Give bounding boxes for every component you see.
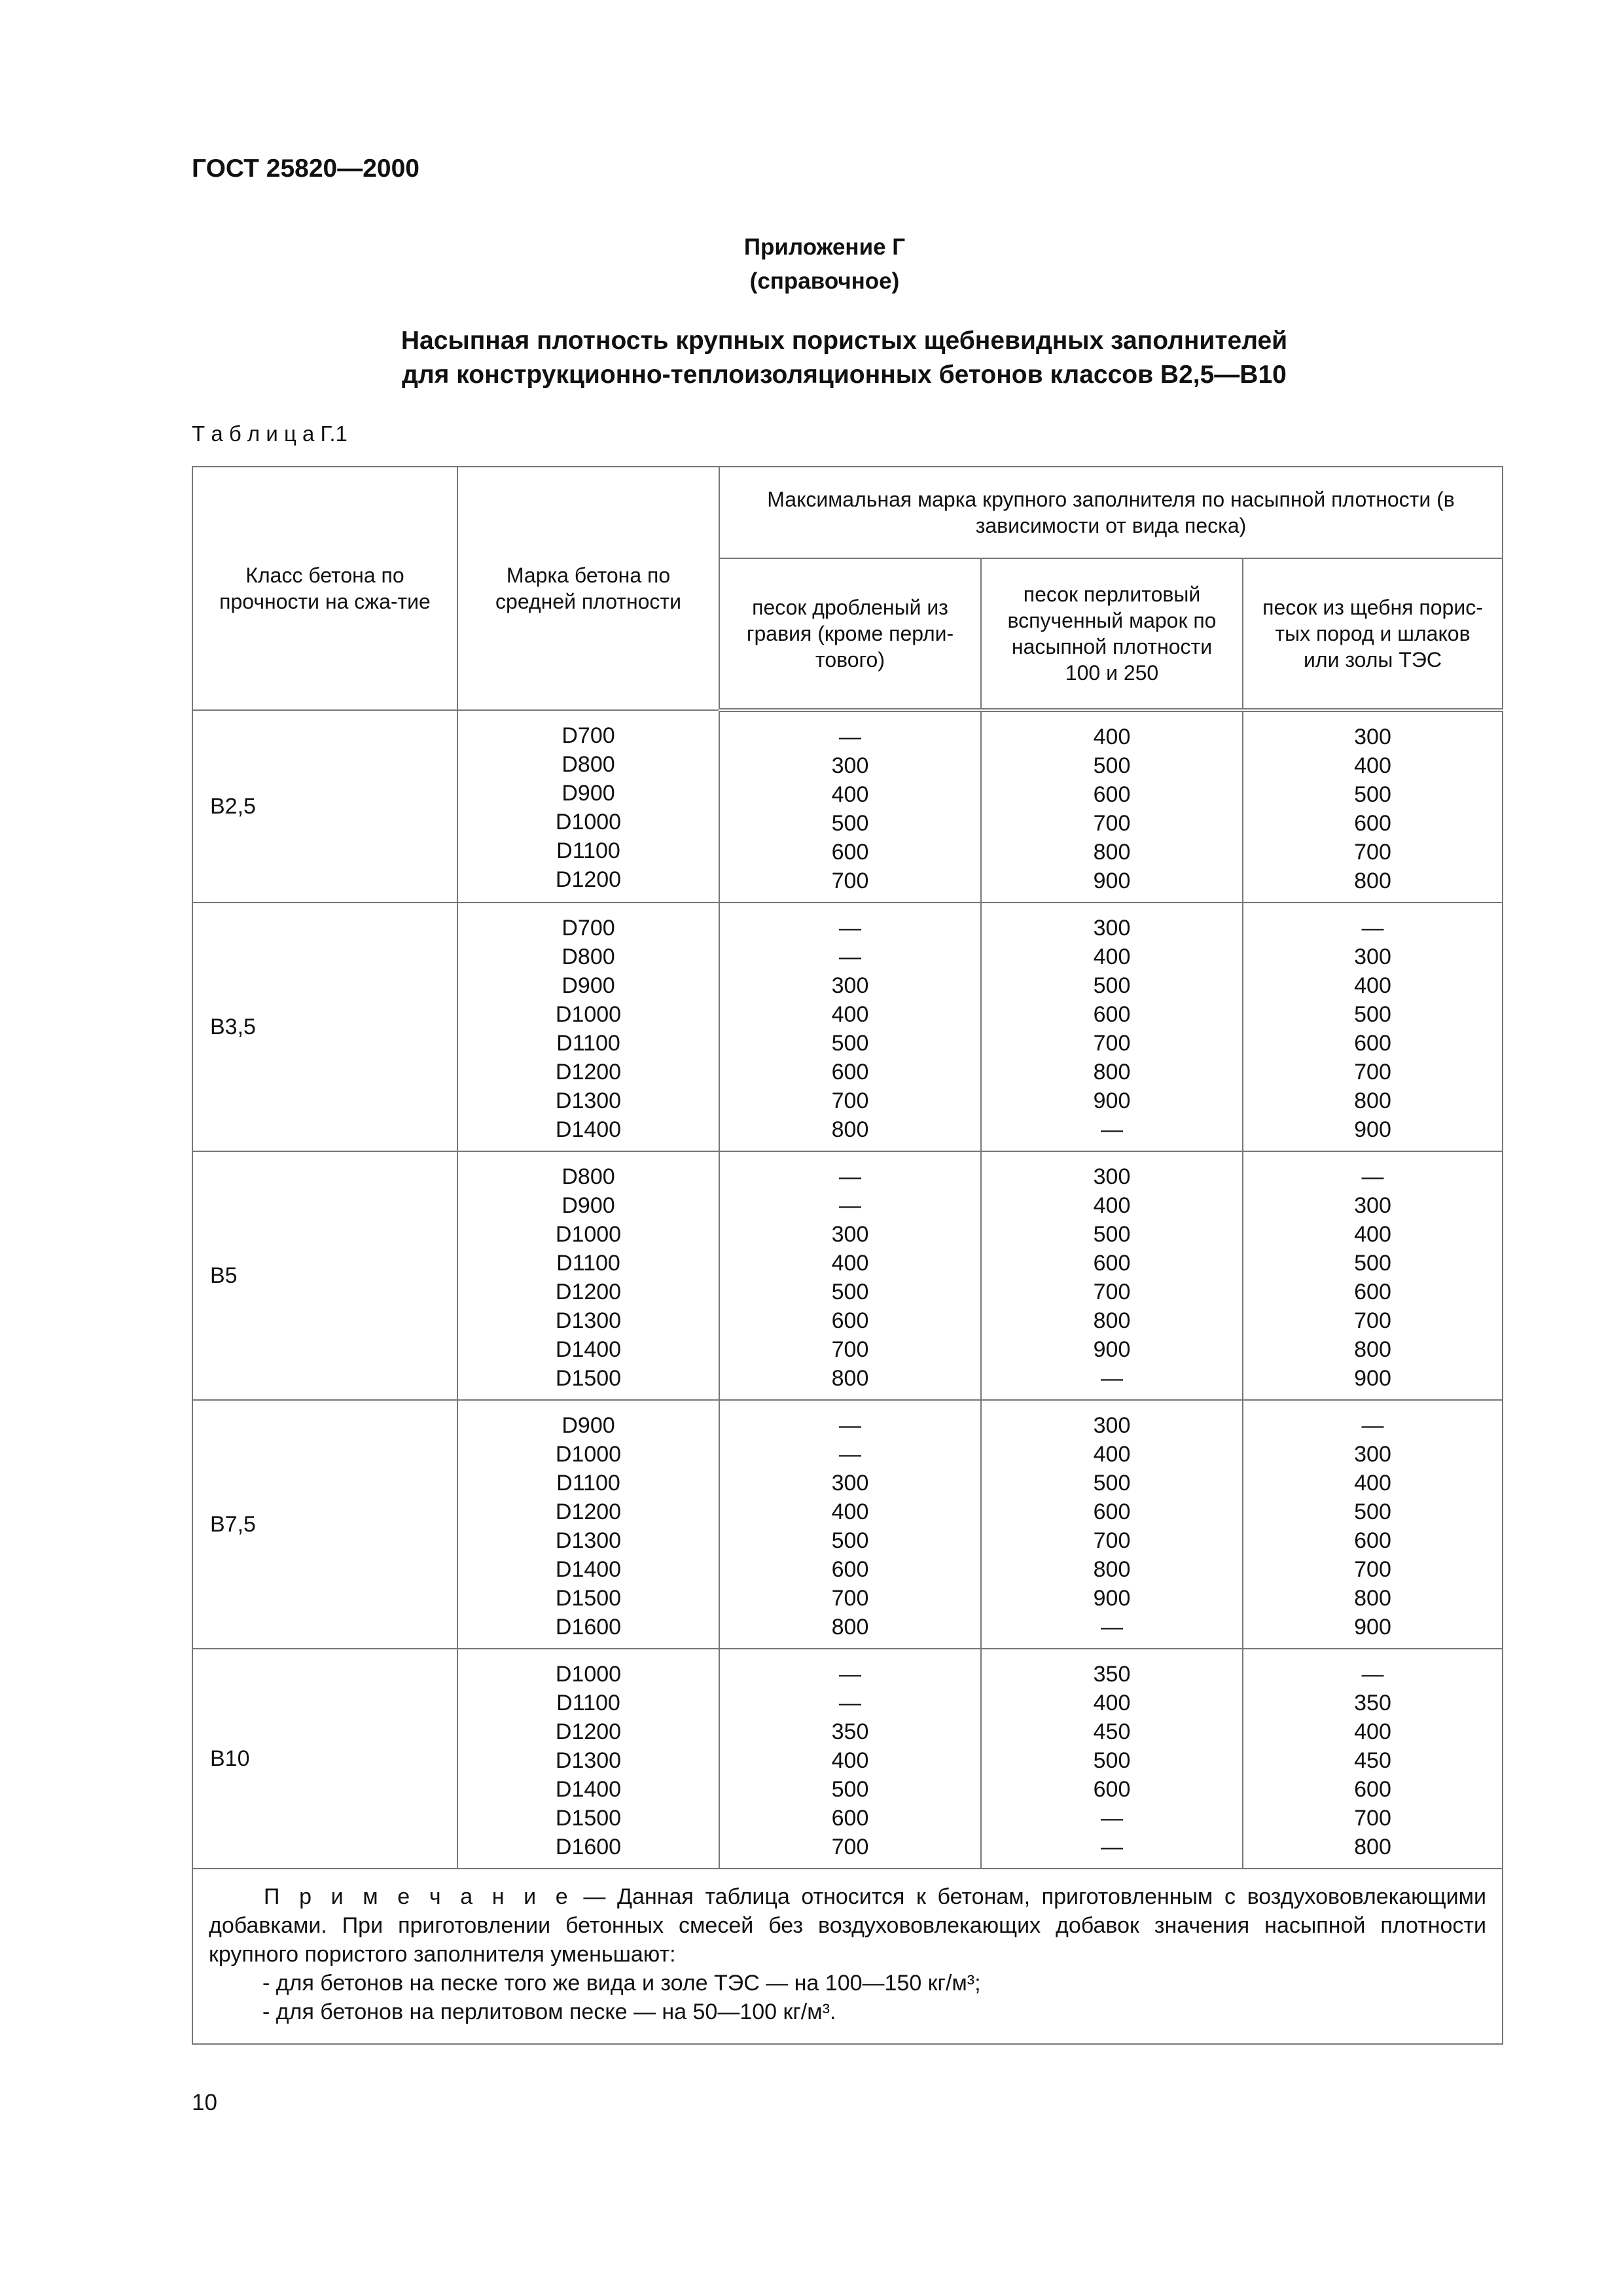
cell-value: 300 — [831, 973, 869, 998]
crushed-cell — [719, 903, 981, 1151]
cell-value: 600 — [1354, 811, 1391, 836]
cell-value: 500 — [1354, 782, 1391, 807]
cell-value: 500 — [1093, 1748, 1131, 1773]
cell-value: — — [1361, 1164, 1384, 1189]
cell-value: 600 — [1093, 1499, 1131, 1524]
cell-value: 450 — [1354, 1748, 1391, 1773]
cell-value: D1300 — [555, 1308, 622, 1333]
data-table — [192, 466, 1503, 2045]
document-header: ГОСТ 25820—2000 — [192, 154, 419, 183]
cell-value: 300 — [831, 1222, 869, 1247]
cell-value: 600 — [831, 840, 869, 865]
cell-value: 300 — [1354, 1193, 1391, 1218]
cell-value: 600 — [1093, 1251, 1131, 1276]
cell-value: 700 — [831, 1337, 869, 1362]
cell-value: 350 — [1354, 1691, 1391, 1715]
cell-value: 400 — [831, 1499, 869, 1524]
cell-value: D800 — [562, 944, 615, 969]
cell-value: 700 — [1354, 1806, 1391, 1831]
cell-value: 900 — [1093, 1088, 1131, 1113]
cell-value: 400 — [1354, 1471, 1391, 1496]
cell-value: D1000 — [555, 1442, 622, 1467]
appendix-title — [0, 324, 1623, 392]
appendix-title-line-1: Насыпная плотность крупных пористых щебневидных заполнителей — [401, 327, 1288, 355]
cell-value: D1000 — [555, 1662, 622, 1687]
cell-value: D1400 — [555, 1557, 622, 1582]
cell-value: 700 — [831, 1835, 869, 1859]
slag-cell — [1243, 903, 1503, 1151]
cell-value: D900 — [562, 781, 615, 806]
cell-value: D1100 — [556, 1031, 620, 1056]
cell-value: 800 — [1093, 1557, 1131, 1582]
crushed-cell — [719, 1151, 981, 1400]
cell-value: 500 — [1093, 973, 1131, 998]
class-cell: В5 — [192, 1151, 457, 1400]
cell-value: 350 — [831, 1719, 869, 1744]
cell-value: 600 — [1093, 1002, 1131, 1027]
cell-value: — — [1101, 1615, 1123, 1640]
cell-value: D1600 — [555, 1835, 622, 1859]
cell-value: — — [839, 1662, 861, 1687]
cell-value: 450 — [1093, 1719, 1131, 1744]
slag-cell — [1243, 1400, 1503, 1649]
cell-value: 700 — [1093, 811, 1131, 836]
cell-value: — — [1101, 1835, 1123, 1859]
cell-value: D900 — [562, 1413, 615, 1438]
cell-value: D1100 — [556, 1471, 620, 1496]
cell-value: 600 — [1354, 1280, 1391, 1304]
cell-value: 600 — [1354, 1777, 1391, 1802]
cell-value: 500 — [831, 1528, 869, 1553]
cell-value: 400 — [1354, 753, 1391, 778]
cell-value: 500 — [831, 1777, 869, 1802]
cell-value: — — [1101, 1366, 1123, 1391]
table-row — [192, 1400, 1503, 1649]
crushed-cell — [719, 710, 981, 903]
cell-value: D800 — [562, 752, 615, 777]
cell-value: — — [839, 916, 861, 941]
cell-value: 500 — [1354, 1251, 1391, 1276]
appendix-title-line-2: для конструкционно-теплоизоляционных бетонов классов В2,5—В10 — [402, 361, 1287, 389]
class-cell: В2,5 — [192, 710, 457, 903]
cell-value: 800 — [831, 1366, 869, 1391]
grade-cell — [457, 710, 719, 903]
slag-cell — [1243, 1649, 1503, 1869]
note-item-2: - для бетонов на перлитовом песке — на 50—100 кг/м³. — [262, 2000, 836, 2024]
cell-value: 400 — [831, 1251, 869, 1276]
cell-value: 600 — [831, 1308, 869, 1333]
header-sand-perlite: песок перлитовый вспученный марок по насыпной плотности 100 и 250 — [981, 558, 1243, 710]
page-number: 10 — [192, 2090, 217, 2115]
cell-value: 500 — [1093, 1222, 1131, 1247]
cell-value: D1200 — [555, 867, 622, 892]
grade-cell — [457, 1400, 719, 1649]
cell-value: D1300 — [555, 1748, 622, 1773]
data-table-wrapper — [192, 466, 1502, 2045]
crushed-cell — [719, 1649, 981, 1869]
cell-value: — — [839, 944, 861, 969]
cell-value: 300 — [1093, 916, 1131, 941]
cell-value: — — [1361, 1413, 1384, 1438]
cell-value: D900 — [562, 973, 615, 998]
perlite-cell — [981, 1649, 1243, 1869]
cell-value: — — [839, 725, 861, 749]
cell-value: D1400 — [555, 1777, 622, 1802]
header-sand-slag: песок из щебня порис-тых пород и шлаков или золы ТЭС — [1243, 558, 1503, 710]
cell-value: 600 — [1093, 1777, 1131, 1802]
appendix-type: (справочное) — [749, 268, 900, 294]
cell-value: D1500 — [555, 1366, 622, 1391]
cell-value: — — [839, 1413, 861, 1438]
cell-value: D1000 — [555, 1222, 622, 1247]
perlite-cell — [981, 1151, 1243, 1400]
cell-value: 600 — [831, 1557, 869, 1582]
cell-value: 700 — [831, 869, 869, 893]
cell-value: D700 — [562, 723, 615, 748]
cell-value: 400 — [1093, 1442, 1131, 1467]
cell-value: 400 — [1093, 725, 1131, 749]
note-text: — Данная таблица относится к бетонам, приготовленным с воздухововлекающими добавками. При приготовлении бетонных смесей без воздухововлекающих добавок значения насыпной плотности крупного пористого заполнителя уменьшают: — [209, 1884, 1486, 1967]
slag-cell — [1243, 710, 1503, 903]
table-row — [192, 1151, 1503, 1400]
cell-value: 300 — [1354, 944, 1391, 969]
cell-value: 700 — [1354, 1557, 1391, 1582]
cell-value: 500 — [1093, 753, 1131, 778]
perlite-cell — [981, 710, 1243, 903]
cell-value: — — [839, 1691, 861, 1715]
grade-cell — [457, 1649, 719, 1869]
cell-value: 900 — [1354, 1366, 1391, 1391]
cell-value: — — [839, 1193, 861, 1218]
cell-value: 300 — [1354, 1442, 1391, 1467]
header-sand-crushed: песок дробленый из гравия (кроме перли-тового) — [719, 558, 981, 710]
cell-value: D1200 — [555, 1719, 622, 1744]
cell-value: 900 — [1093, 1337, 1131, 1362]
cell-value: D700 — [562, 916, 615, 941]
cell-value: 900 — [1093, 869, 1131, 893]
class-cell: В7,5 — [192, 1400, 457, 1649]
cell-value: 700 — [1354, 1060, 1391, 1085]
cell-value: D1600 — [555, 1615, 622, 1640]
cell-value: 400 — [1354, 973, 1391, 998]
note-paragraph — [209, 1882, 1486, 1969]
cell-value: 300 — [831, 753, 869, 778]
cell-value: 600 — [831, 1060, 869, 1085]
cell-value: 400 — [831, 782, 869, 807]
cell-value: D1500 — [555, 1806, 622, 1831]
slag-cell — [1243, 1151, 1503, 1400]
cell-value: 400 — [831, 1748, 869, 1773]
cell-value: 800 — [1354, 869, 1391, 893]
cell-value: D900 — [562, 1193, 615, 1218]
cell-value: D800 — [562, 1164, 615, 1189]
table-row — [192, 710, 1503, 903]
table-row — [192, 903, 1503, 1151]
cell-value: D1200 — [555, 1060, 622, 1085]
cell-value: 500 — [1354, 1499, 1391, 1524]
cell-value: 400 — [1093, 1193, 1131, 1218]
grade-cell — [457, 1151, 719, 1400]
cell-value: 400 — [1354, 1719, 1391, 1744]
cell-value: 400 — [1354, 1222, 1391, 1247]
cell-value: — — [1101, 1806, 1123, 1831]
table-caption: Т а б л и ц а Г.1 — [192, 422, 348, 446]
cell-value: D1300 — [555, 1528, 622, 1553]
cell-value: 700 — [831, 1586, 869, 1611]
cell-value: 700 — [1093, 1031, 1131, 1056]
header-grade: Марка бетона по средней плотности — [457, 467, 719, 710]
cell-value: D1000 — [555, 1002, 622, 1027]
perlite-cell — [981, 903, 1243, 1151]
appendix-label-block — [0, 230, 1623, 298]
cell-value: 800 — [1354, 1337, 1391, 1362]
note-item-1: - для бетонов на песке того же вида и золе ТЭС — на 100—150 кг/м³; — [262, 1971, 981, 1996]
header-max-grade-group: Максимальная марка крупного заполнителя по насыпной плотности (в зависимости от вида песка) — [719, 467, 1503, 558]
cell-value: 600 — [1093, 782, 1131, 807]
cell-value: 500 — [1093, 1471, 1131, 1496]
class-cell: В3,5 — [192, 903, 457, 1151]
table-note — [192, 1869, 1503, 2044]
cell-value: 600 — [831, 1806, 869, 1831]
cell-value: — — [1361, 916, 1384, 941]
cell-value: 700 — [1093, 1528, 1131, 1553]
cell-value: 400 — [831, 1002, 869, 1027]
cell-value: 800 — [1354, 1586, 1391, 1611]
cell-value: 800 — [1354, 1835, 1391, 1859]
header-class: Класс бетона по прочности на сжа-тие — [192, 467, 457, 710]
cell-value: 800 — [1093, 1060, 1131, 1085]
cell-value: 350 — [1093, 1662, 1131, 1687]
grade-cell — [457, 903, 719, 1151]
cell-value: 700 — [831, 1088, 869, 1113]
cell-value: 800 — [1093, 840, 1131, 865]
appendix-label: Приложение Г — [743, 234, 906, 260]
crushed-cell — [719, 1400, 981, 1649]
cell-value: — — [1101, 1117, 1123, 1142]
cell-value: D1200 — [555, 1280, 622, 1304]
cell-value: 500 — [831, 811, 869, 836]
cell-value: 800 — [1093, 1308, 1131, 1333]
class-cell: В10 — [192, 1649, 457, 1869]
cell-value: — — [1361, 1662, 1384, 1687]
cell-value: D1000 — [555, 810, 622, 834]
table-body — [192, 710, 1503, 1869]
cell-value: 700 — [1093, 1280, 1131, 1304]
cell-value: 900 — [1354, 1117, 1391, 1142]
cell-value: 400 — [1093, 944, 1131, 969]
cell-value: 300 — [1093, 1413, 1131, 1438]
note-label: П р и м е ч а н и е — [264, 1884, 572, 1909]
cell-value: D1200 — [555, 1499, 622, 1524]
cell-value: 900 — [1354, 1615, 1391, 1640]
cell-value: D1500 — [555, 1586, 622, 1611]
perlite-cell — [981, 1400, 1243, 1649]
cell-value: D1300 — [555, 1088, 622, 1113]
cell-value: D1400 — [555, 1117, 622, 1142]
cell-value: 500 — [831, 1031, 869, 1056]
table-row — [192, 1649, 1503, 1869]
cell-value: — — [839, 1164, 861, 1189]
cell-value: 800 — [831, 1615, 869, 1640]
cell-value: 500 — [831, 1280, 869, 1304]
cell-value: 300 — [831, 1471, 869, 1496]
cell-value: 900 — [1093, 1586, 1131, 1611]
cell-value: 500 — [1354, 1002, 1391, 1027]
cell-value: 400 — [1093, 1691, 1131, 1715]
cell-value: D1100 — [556, 1251, 620, 1276]
cell-value: 700 — [1354, 1308, 1391, 1333]
cell-value: D1400 — [555, 1337, 622, 1362]
cell-value: 800 — [831, 1117, 869, 1142]
cell-value: 800 — [1354, 1088, 1391, 1113]
cell-value: — — [839, 1442, 861, 1467]
cell-value: 600 — [1354, 1528, 1391, 1553]
cell-value: D1100 — [556, 1691, 620, 1715]
cell-value: 300 — [1093, 1164, 1131, 1189]
cell-value: 700 — [1354, 840, 1391, 865]
cell-value: D1100 — [556, 838, 620, 863]
cell-value: 300 — [1354, 725, 1391, 749]
cell-value: 600 — [1354, 1031, 1391, 1056]
